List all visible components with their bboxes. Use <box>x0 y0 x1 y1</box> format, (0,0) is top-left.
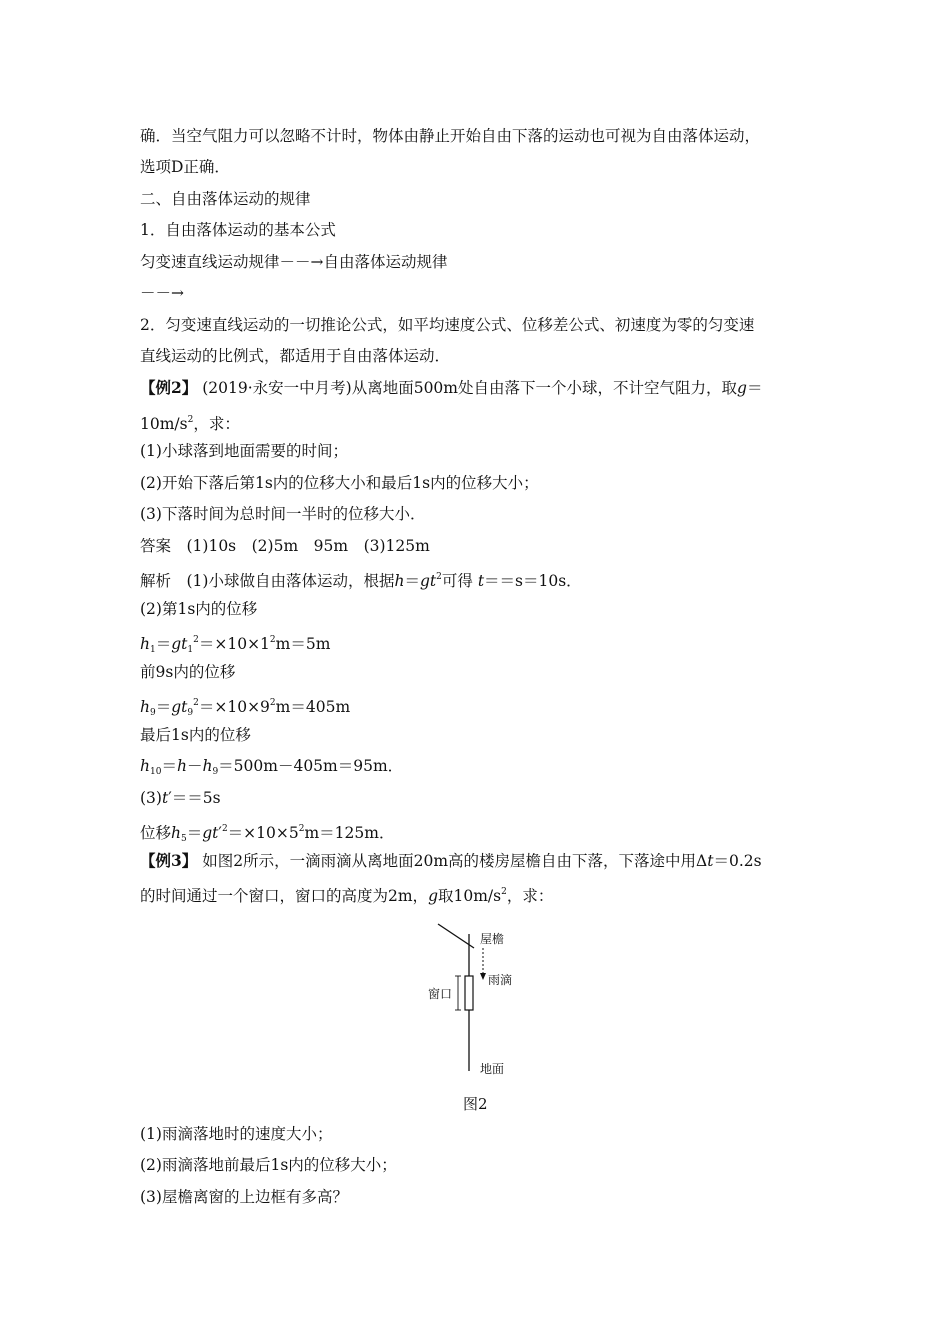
paragraph-line: 直线运动的比例式，都适用于自由落体运动． <box>140 347 451 365</box>
solution-line: 解析 (1)小球做自由落体运动，根据$h=gt^2$可得 t＝＝s＝10s． <box>140 572 582 590</box>
example-2-statement-cont: $10m/s^2$，求： <box>140 415 240 433</box>
solution-line: 最后1s内的位移 <box>140 726 251 744</box>
example-tag: 【例3】 <box>140 851 198 870</box>
paragraph-line: 选项D正确． <box>140 158 230 176</box>
example-2-statement: 【例2】 (2019·永安一中月考)从离地面500m处自由落下一个小球，不计空气阻力，取g＝ <box>140 378 763 397</box>
formula-arrow-line: －－→ <box>140 284 184 302</box>
section-heading: 二、自由落体运动的规律 <box>140 190 311 208</box>
building-diagram <box>410 918 540 1083</box>
example-text: (2019·永安一中月考)从离地面500m处自由落下一个小球，不计空气阻力，取 <box>202 379 737 397</box>
raindrop-arrow-icon <box>480 973 486 980</box>
question-line: (1)小球落到地面需要的时间； <box>140 442 348 460</box>
window-frame <box>465 976 473 1010</box>
ground-label: 地面 <box>480 1062 505 1076</box>
figure-caption: 图2 <box>463 1095 488 1113</box>
raindrop-label: 雨滴 <box>488 973 513 987</box>
paragraph-line: 确．当空气阻力可以忽略不计时，物体由静止开始自由下落的运动也可视为自由落体运动， <box>140 127 761 145</box>
example-3-statement-cont: 的时间通过一个窗口，窗口的高度为2m，g取$10m/s^2$，求： <box>140 887 554 905</box>
window-label: 窗口 <box>428 987 453 1001</box>
subsection-heading: 1．自由落体运动的基本公式 <box>140 221 336 239</box>
solution-line: $h_9=gt_9^2=\times 10\times 9^2m=405m$ <box>140 698 351 718</box>
paragraph-line: 2．匀变速直线运动的一切推论公式，如平均速度公式、位移差公式、初速度为零的匀变速 <box>140 316 755 334</box>
solution-line: $h_{10}=h-h_9=500m-405m=95m$． <box>140 757 404 777</box>
solution-line: 前9s内的位移 <box>140 663 236 681</box>
question-line: (3)屋檐离窗的上边框有多高？ <box>140 1188 348 1206</box>
solution-line: $h_1=gt_1^2=\times 10\times 1^2m=5m$ <box>140 635 331 655</box>
formula-arrow-line: 匀变速直线运动规律－－→自由落体运动规律 <box>140 253 448 271</box>
example-3-statement: 【例3】 如图2所示，一滴雨滴从离地面20m高的楼房屋檐自由下落，下落途中用Δt＝0.2s <box>140 851 762 870</box>
question-line: (1)雨滴落地时的速度大小； <box>140 1125 333 1143</box>
question-line: (2)开始下落后第1s内的位移大小和最后1s内的位移大小； <box>140 474 539 492</box>
solution-line: (3)t′＝＝5s <box>140 789 221 807</box>
question-line: (2)雨滴落地前最后1s内的位移大小； <box>140 1156 397 1174</box>
solution-line: (2)第1s内的位移 <box>140 600 258 618</box>
answer-line: 答案 (1)10s (2)5m 95m (3)125m <box>140 537 430 555</box>
solution-line: 位移$h_5=gt'^2=\times 10\times 5^2m=125m$． <box>140 824 395 844</box>
eaves-label: 屋檐 <box>480 932 505 946</box>
example-tag: 【例2】 <box>140 378 198 397</box>
question-line: (3)下落时间为总时间一半时的位移大小． <box>140 505 426 523</box>
